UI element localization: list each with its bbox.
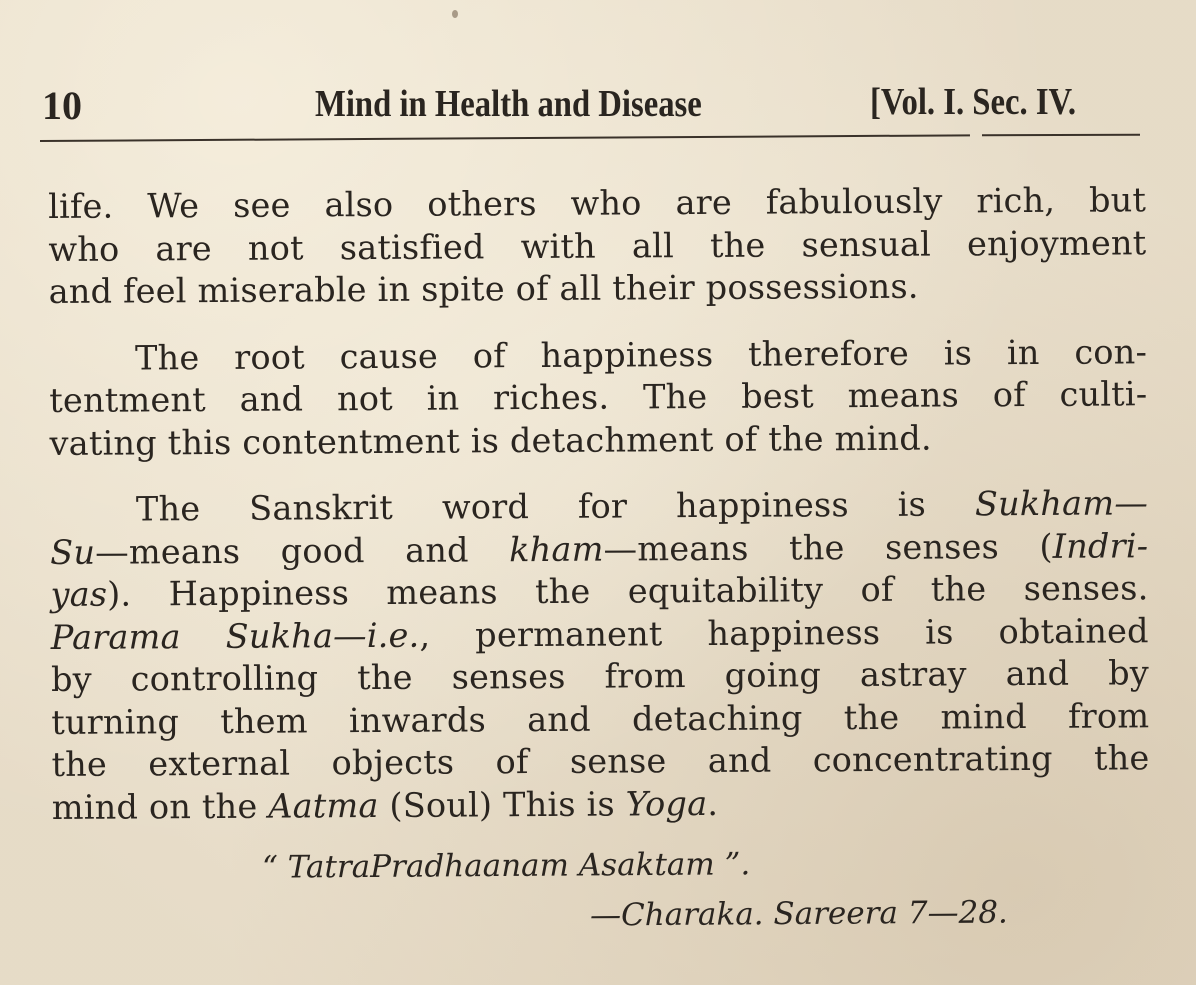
paragraph-1: [48, 179, 1147, 313]
sanskrit-term: Indri-: [1052, 525, 1149, 566]
text-line: and feel miserable in spite of all their possessions.: [48, 266, 919, 311]
text-segment: (Soul) This is: [378, 783, 626, 825]
text-line: [51, 610, 1149, 659]
text-line: who are not satisfied with all the sensual enjoyment: [48, 222, 1147, 269]
text-segment: —means good and: [95, 529, 510, 572]
text-line: by controlling the senses from going astray and by: [50, 653, 1150, 699]
text-line: The root cause of happiness therefore is in con-: [134, 331, 1148, 377]
running-title: Mind in Health and Disease: [315, 83, 702, 125]
text-line: the external objects of sense and concentrating the: [51, 738, 1150, 784]
sanskrit-term: Parama Sukha—i.e.: [50, 615, 420, 657]
text-line: [50, 567, 1148, 616]
text-segment: —means the senses (: [603, 526, 1053, 569]
text-line: turning them inwards and detaching the mind from: [51, 695, 1150, 742]
paragraph-3: [50, 482, 1150, 829]
text-line: [52, 780, 1150, 829]
sanskrit-term: yas: [50, 574, 108, 614]
text-line: tentment and not in riches. The best means of culti-: [49, 374, 1148, 420]
text-segment: .: [707, 783, 719, 823]
text-line: [50, 525, 1148, 574]
body-text: [48, 179, 1150, 829]
page-number: 10: [42, 83, 82, 128]
sanskrit-term: Aatma: [268, 785, 379, 826]
sanskrit-term: kham: [509, 529, 604, 569]
text-line: life. We see also others who are fabulously rich, but: [48, 180, 1147, 226]
text-segment: , permanent happiness is obtained: [419, 610, 1149, 655]
sanskrit-quote: “ TatraPradhaanam Asaktam ”.: [261, 846, 751, 886]
paper-speck: [452, 10, 458, 18]
text-line: [50, 482, 1148, 531]
sanskrit-term: Sukham—: [974, 483, 1149, 524]
text-segment: ). Happiness means the equitability of the senses.: [107, 568, 1149, 614]
sanskrit-term: Yoga: [625, 783, 708, 823]
quote-citation: —Charaka. Sareera 7—28.: [589, 894, 1008, 934]
sanskrit-term: Su: [50, 532, 96, 572]
text-segment: mind on the: [51, 786, 269, 827]
text-line: vating this contentment is detachment of the mind.: [49, 418, 932, 463]
text-segment: The Sanskrit word for happiness is: [135, 484, 976, 529]
page-header: [40, 78, 1150, 138]
paragraph-2: [49, 331, 1148, 465]
section-reference: [Vol. I. Sec. IV.: [870, 81, 1077, 123]
